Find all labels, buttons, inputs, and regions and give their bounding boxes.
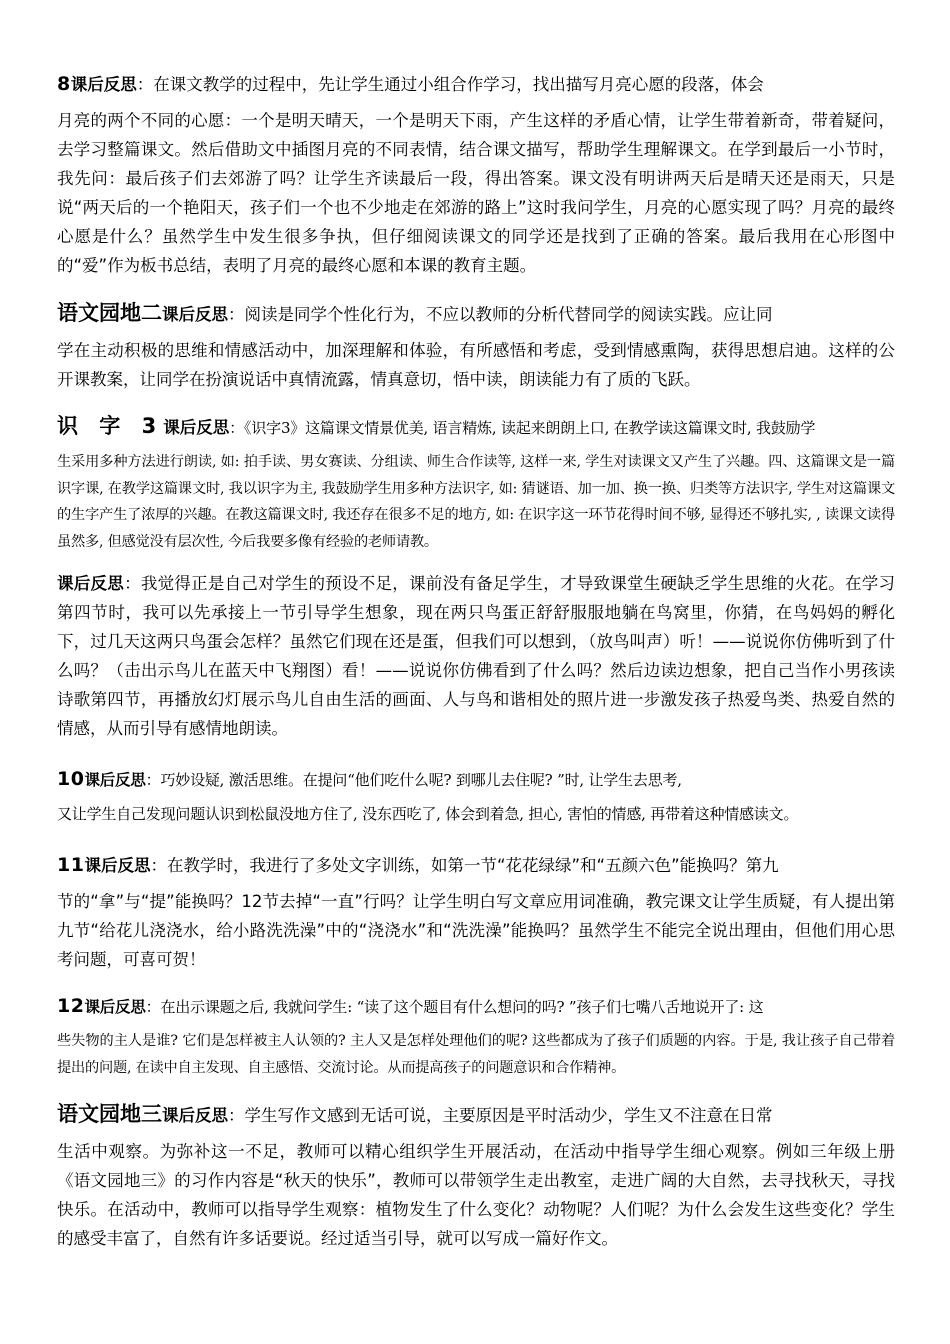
section-8-lead-text: 在课文教学的过程中，先让学生通过小组合作学习，找出描写月亮心愿的段落，体会 — [153, 75, 764, 94]
section-11-lead-line — [57, 851, 895, 880]
section-yuwenyuandi-er-body: 学在主动积极的思维和情感活动中，加深理解和体验，有所感悟和考虑，受到情感熏陶，获得思想启迪。这样的公开课教案，让同学在扮演说话中真情流露，情真意切，悟中读，朗读能力有了质的飞跃。 — [57, 341, 895, 389]
section-shizi-3-lead-text: 《识字3》这篇课文情景优美, 语言精炼, 读起来朗朗上口, 在教学读这篇课文时, 我鼓励学 — [244, 419, 816, 437]
section-11 — [57, 851, 895, 974]
section-yuwenyuandi-er-keyword: 课后反思 — [162, 305, 228, 324]
section-yuwenyuandi-er — [57, 299, 895, 394]
spacer — [57, 290, 895, 299]
spacer — [57, 984, 895, 993]
section-yuwenyuandi-san-body: 生活中观察。为弥补这一不足，教师可以精心组织学生开展活动，在活动中指导学生细心观察。例如三年级上册《语文园地三》的习作内容是“秋天的快乐”，教师可以带领学生走出教室，走进广阔的大自然，去寻找秋天，寻找快乐。在活动中，教师可以指导学生观察：植物发生了什么变化？动物呢？人们呢？为什么会发生这些变化？学生的感受丰富了，自然有许多话要说。经过适当引导，就可以写成一篇好作文。 — [57, 1142, 895, 1248]
section-11-colon: ： — [150, 856, 167, 875]
section-shizi-3-colon: ： — [229, 419, 245, 437]
section-yuwenyuandi-er-lead-line — [57, 299, 895, 329]
section-yuwenyuandi-san-title: 语文园地三 — [57, 1102, 162, 1126]
section-10-number: 10 — [57, 768, 85, 790]
section-shizi-3-keyword: 课后反思 — [163, 418, 230, 437]
section-yuwenyuandi-san-colon: ： — [228, 1106, 245, 1125]
section-9-block — [57, 569, 895, 743]
section-8-body: 月亮的两个不同的心愿：一个是明天晴天，一个是明天下雨，产生这样的矛盾心情，让学生带着新奇，带着疑问，去学习整篇课文。然后借助文中插图月亮的不同表情，结合课文描写，帮助学生理解课文。在学到最后一小节时，我先问：最后孩子们去郊游了吗？让学生齐读最后一段，得出答案。课文没有明讲两天后是晴天还是雨天，只是说“两天后的一个艳阳天，孩子们一个也不少地走在郊游的路上”这时我问学生，月亮的心愿实现了吗？月亮的最终心愿是什么？虽然学生中发生很多争执，但仔细阅读课文的同学还是找到了正确的答案。最后我用在心形图中的“爱”作为板书总结，表明了月亮的最终心愿和本课的教育主题。 — [57, 111, 895, 275]
section-10-lead-text: 巧妙设疑, 激活思维。在提问“他们吃什么呢? 到哪儿去住呢? ”时, 让学生去思考, — [160, 771, 682, 789]
section-12 — [57, 993, 895, 1081]
spacer — [57, 1091, 895, 1100]
section-12-keyword: 课后反思 — [84, 998, 146, 1016]
section-12-number: 12 — [57, 995, 85, 1017]
section-9-keyword: 课后反思 — [57, 574, 125, 593]
section-yuwenyuandi-er-colon: ： — [228, 305, 245, 324]
section-12-lead-line — [57, 993, 895, 1021]
section-8-colon: ： — [136, 75, 154, 94]
section-11-lead-text: 在教学时，我进行了多处文字训练，如第一节“花花绿绿”和“五颜六色”能换吗？第九 — [166, 856, 779, 875]
section-yuwenyuandi-san-keyword: 课后反思 — [162, 1106, 228, 1125]
section-shizi-3-body: 生采用多种方法进行朗读, 如: 拍手读、男女赛读、分组读、师生合作读等, 这样一来, 学生对读课文又产生了兴趣。四、这篇课文是一篇识字课, 在教学这篇课文时, 我以识字为主, 我鼓励学生用多种方法识字, 如: 猜谜语、加一加、换一换、归类等方法识字, 学生对这篇课文的生字产生了浓厚的兴趣。在教这篇课文时, 我还存在很多不足的地方, 如: 在识字这一环节花得时间不够, 显得还不够扎实, , 读课文读得虽然多, 但感觉没有层次性, 今后我要多像有经验的老师请教。 — [57, 454, 895, 550]
section-8 — [57, 70, 895, 280]
section-12-body: 些失物的主人是谁? 它们是怎样被主人认领的? 主人又是怎样处理他们的呢? 这些都成为了孩子们质题的内容。于是, 我让孩子自己带着提出的问题, 在读中自主发现、自主感悟、交流讨论。从而提高孩子的问题意识和合作精神。 — [57, 1033, 895, 1076]
section-8-keyword: 课后反思 — [70, 75, 137, 94]
section-10 — [57, 766, 895, 828]
section-11-number: 11 — [57, 854, 85, 876]
section-8-lead-line — [57, 70, 895, 99]
section-11-keyword: 课后反思 — [84, 856, 151, 875]
section-yuwenyuandi-er-title: 语文园地二 — [57, 301, 162, 325]
section-11-body: 节的“拿”与“提”能换吗？12节去掉“一直”行吗？让学生明白写文章应用词准确，教完课文让学生质疑，有人提出第九节“给花儿浇浇水，给小路洗洗澡”中的“浇浇水”和“洗洗澡”能换吗？虽然学生不能完全说出理由，但他们用心思考问题，可喜可贺！ — [57, 892, 895, 969]
section-9-body: 我觉得正是自己对学生的预设不足，课前没有备足学生，才导致课堂生硬缺乏学生思维的火花。在学习第四节时，我可以先承接上一节引导学生想象，现在两只鸟蛋正舒舒服服地躺在鸟窝里，你猜，在鸟妈妈的孵化下，过几天这两只鸟蛋会怎样？虽然它们现在还是蛋，但我们可以想到，（放鸟叫声）听！——说说你仿佛听到了什么吗？（击出示鸟儿在蓝天中飞翔图）看！——说说你仿佛看到了什么吗？然后边读边想象，把自己当作小男孩读诗歌第四节，再播放幻灯展示鸟儿自由生活的画面、人与鸟和谐相处的照片进一步激发孩子热爱鸟类、热爱自然的情感，从而引导有感情地朗读。 — [57, 574, 896, 738]
section-9-colon: ： — [124, 574, 141, 593]
section-10-body: 又让学生自己发现问题认识到松鼠没地方住了, 没东西吃了, 体会到着急, 担心, 害怕的情感, 再带着这种情感读文。 — [57, 805, 799, 823]
section-yuwenyuandi-san-lead-text: 学生写作文感到无话可说，主要原因是平时活动少，学生又不注意在日常 — [244, 1106, 773, 1125]
section-10-lead-line — [57, 766, 895, 794]
section-yuwenyuandi-san-lead-line — [57, 1100, 895, 1130]
section-10-colon: ： — [145, 771, 161, 789]
section-9 — [57, 569, 895, 743]
spacer — [57, 838, 895, 851]
section-shizi-3-title: 识 字 3 — [57, 414, 164, 438]
section-12-lead-text: 在出示课题之后, 我就问学生: “读了这个题目有什么想问的吗? ”孩子们七嘴八舌地说开了: 这 — [160, 998, 764, 1016]
section-shizi-3-lead-line — [57, 413, 895, 442]
spacer — [57, 404, 895, 413]
section-8-number: 8 — [57, 73, 71, 95]
spacer — [57, 753, 895, 766]
section-10-keyword: 课后反思 — [84, 771, 146, 789]
section-12-colon: ： — [145, 998, 161, 1016]
section-yuwenyuandi-er-lead-text: 阅读是同学个性化行为，不应以教师的分析代替同学的阅读实践。应让同 — [244, 305, 773, 324]
section-yuwenyuandi-san — [57, 1100, 895, 1253]
section-shizi-3 — [57, 413, 895, 555]
